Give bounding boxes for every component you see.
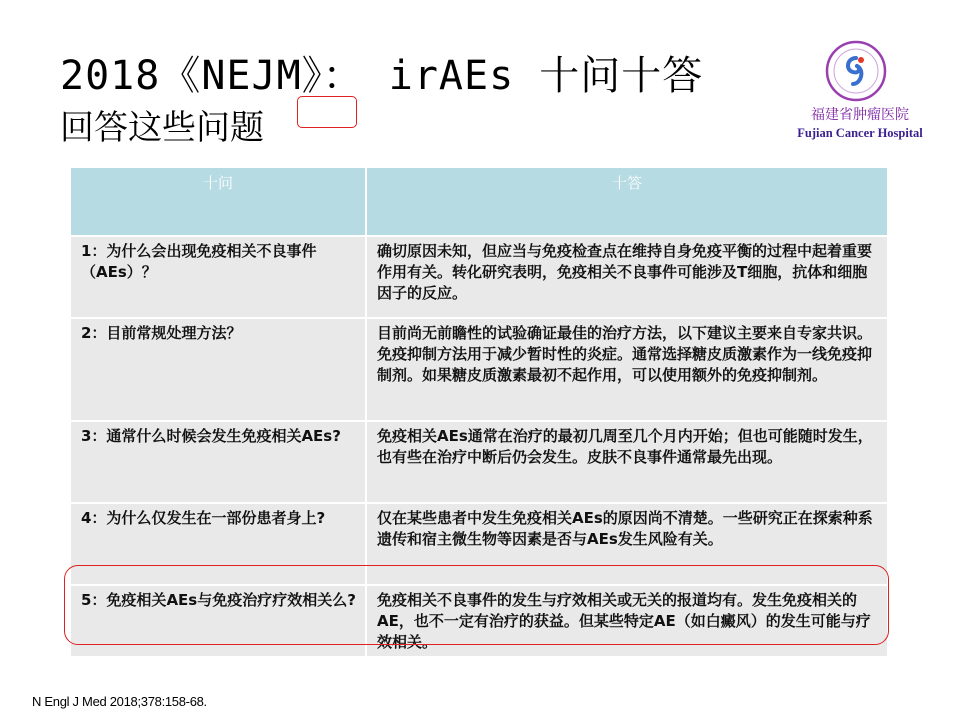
question-cell: 3：通常什么时候会发生免疫相关AEs? — [71, 421, 366, 503]
answer-cell: 目前尚无前瞻性的试验确证最佳的治疗方法，以下建议主要来自专家共识。免疫抑制方法用于减少暂时性的炎症。通常选择糖皮质激素作为一线免疫抑制剂。如果糖皮质激素最初不起作用，可以使用额外的免疫抑制剂。 — [366, 318, 888, 421]
hospital-name-en: Fujian Cancer Hospital — [797, 126, 923, 140]
answer-cell: 免疫相关AEs通常在治疗的最初几周至几个月内开始；但也可能随时发生，也有些在治疗中断后仍会发生。皮肤不良事件通常最先出现。 — [366, 421, 888, 503]
table-row — [71, 421, 888, 503]
answer-cell: 确切原因未知，但应当与免疫检查点在维持自身免疫平衡的过程中起着重要作用有关。转化研究表明，免疫相关不良事件可能涉及T细胞，抗体和细胞因子的反应。 — [366, 236, 888, 318]
question-cell: 2：目前常规处理方法？ — [71, 318, 366, 421]
header-answers: 十答 — [366, 168, 888, 236]
slide-subtitle: 回答这些问题 — [60, 108, 264, 148]
citation-footnote: N Engl J Med 2018;378:158-68. — [32, 694, 207, 709]
question-cell: 5：免疫相关AEs与免疫治疗疗效相关么? — [71, 585, 366, 656]
table-row — [71, 236, 888, 318]
header-questions: 十问 — [71, 168, 366, 236]
question-cell: 4：为什么仅发生在一部份患者身上? — [71, 503, 366, 585]
hospital-emblem-icon — [825, 40, 887, 102]
table-header-row — [71, 168, 888, 236]
answer-cell: 仅在某些患者中发生免疫相关AEs的原因尚不清楚。一些研究正在探索种系遗传和宿主微生物等因素是否与AEs发生风险有关。 — [366, 503, 888, 585]
question-cell: 1：为什么会出现免疫相关不良事件（AEs）？ — [71, 236, 366, 318]
hospital-name-cn: 福建省肿瘤医院 — [811, 107, 909, 123]
slide-title: 2018《NEJM》： irAEs 十问十答 — [60, 53, 704, 99]
hospital-logo — [780, 40, 940, 145]
subtitle-red-box — [297, 96, 357, 128]
answer-cell: 免疫相关不良事件的发生与疗效相关或无关的报道均有。发生免疫相关的AE，也不一定有治疗的获益。但某些特定AE（如白癜风）的发生可能与疗效相关。 — [366, 585, 888, 656]
row5-highlight-outline — [64, 565, 889, 645]
table-row — [71, 318, 888, 421]
